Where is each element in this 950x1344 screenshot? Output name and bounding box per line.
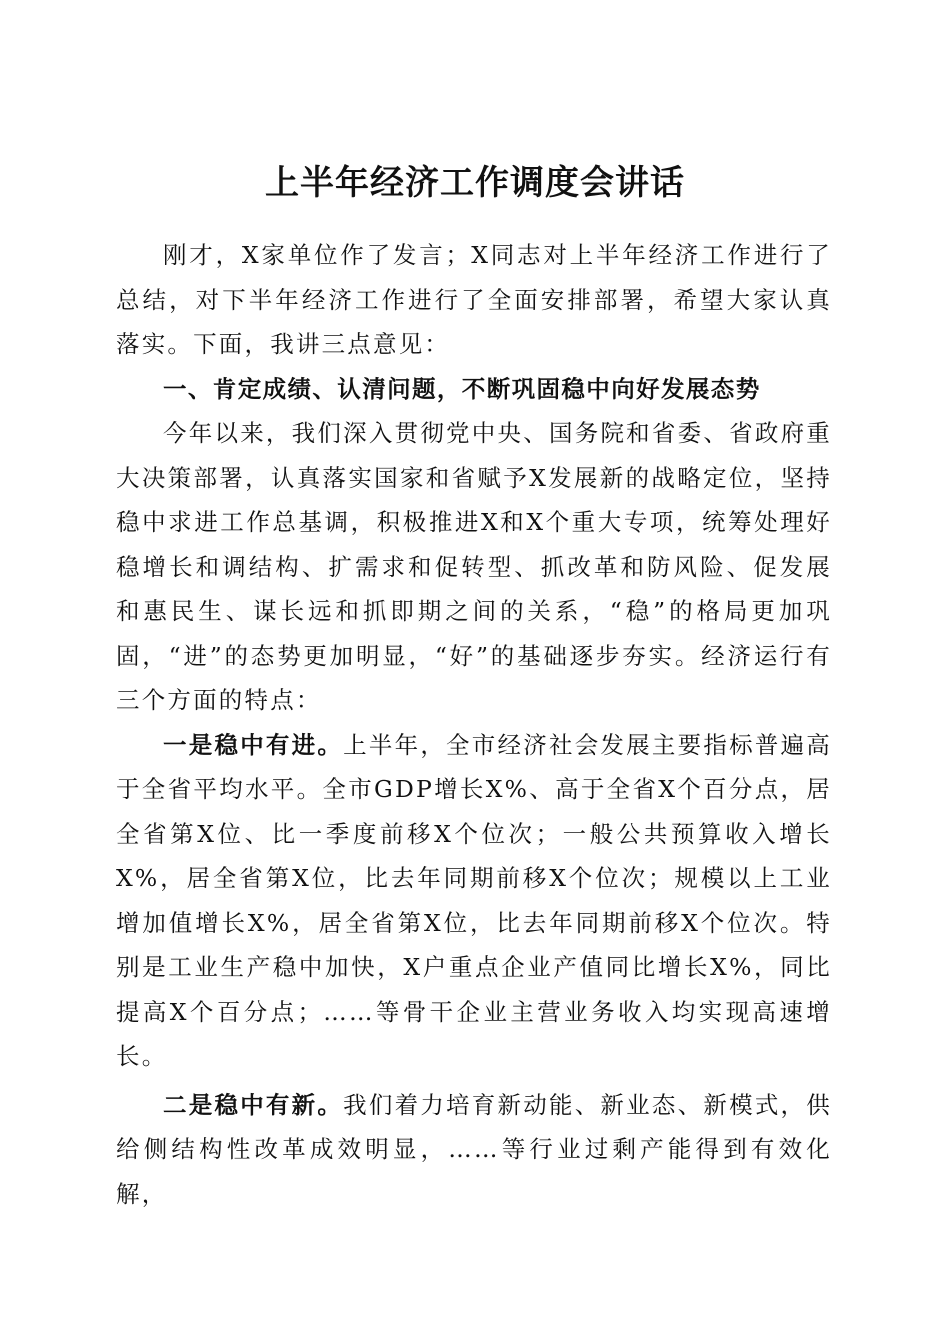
document-body <box>116 233 832 1216</box>
point-1-lead: 一是稳中有进。 <box>163 730 344 759</box>
section-heading-1: 一、肯定成绩、认清问题，不断巩固稳中向好发展态势 <box>163 374 761 403</box>
paragraph-overview: 今年以来，我们深入贯彻党中央、国务院和省委、省政府重大决策部署，认真落实国家和省赋予X发展新的战略定位，坚持稳中求进工作总基调，积极推进X和X个重大专项，统筹处理好稳增长和调结构、扩需求和促转型、抓改革和防风险、促发展和惠民生、谋长远和抓即期之间的关系，“稳”的格局更加巩固，“进”的态势更加明显，“好”的基础逐步夯实。经济运行有三个方面的特点： <box>116 419 832 714</box>
point-2-text: 我们着力培育新动能、新业态、新模式，供给侧结构性改革成效明显，……等行业过剩产能得到有效化解， <box>116 1090 832 1208</box>
paragraph-point-1 <box>116 723 832 1079</box>
point-1-text: 上半年，全市经济社会发展主要指标普遍高于全省平均水平。全市GDP增长X%、高于全省X个百分点，居全省第X位、比一季度前移X个位次；一般公共预算收入增长X%，居全省第X位，比去年同期前移X个位次；规模以上工业增加值增长X%，居全省第X位，比去年同期前移X个位次。特别是工业生产稳中加快，X户重点企业产值同比增长X%，同比提高X个百分点；……等骨干企业主营业务收入均实现高速增长。 <box>116 730 832 1070</box>
paragraph-point-2 <box>116 1083 832 1217</box>
document-title: 上半年经济工作调度会讲话 <box>265 162 685 203</box>
point-2-lead: 二是稳中有新。 <box>163 1090 344 1119</box>
paragraph-opening: 刚才，X家单位作了发言；X同志对上半年经济工作进行了总结，对下半年经济工作进行了全面安排部署，希望大家认真落实。下面，我讲三点意见： <box>116 241 832 358</box>
